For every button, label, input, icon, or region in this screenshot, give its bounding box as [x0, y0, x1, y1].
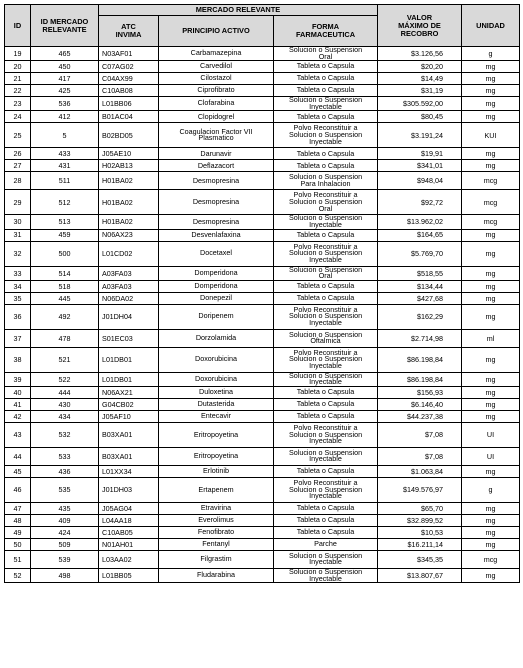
col-header-unidad: UNIDAD: [462, 5, 520, 47]
cell-id: 31: [5, 229, 31, 241]
table-row: [5, 229, 520, 241]
col-header-mercado-id: ID MERCADO RELEVANTE: [31, 5, 99, 47]
cell-mercado-id: 433: [31, 148, 99, 160]
cell-id: 48: [5, 514, 31, 526]
cell-mercado-id: 498: [31, 568, 99, 582]
cell-principio: Desmopresina: [159, 172, 274, 190]
cell-valor: $20,20: [378, 61, 462, 73]
cell-mercado-id: 518: [31, 280, 99, 292]
table-row: [5, 386, 520, 398]
cell-atc: H01BA02: [99, 190, 159, 215]
cell-valor: $518,55: [378, 266, 462, 280]
cell-principio: Filgrastim: [159, 550, 274, 568]
cell-id: 26: [5, 148, 31, 160]
table-row: [5, 172, 520, 190]
cell-forma: Polvo Reconstituir a Solucion o Suspension Oral: [274, 190, 378, 215]
cell-atc: L03AA02: [99, 550, 159, 568]
cell-principio: Doxorubicina: [159, 347, 274, 372]
cell-unidad: mcg: [462, 190, 520, 215]
cell-mercado-id: 535: [31, 477, 99, 502]
cell-id: 30: [5, 215, 31, 229]
cell-atc: C04AX99: [99, 73, 159, 85]
cell-principio: Desvenlafaxina: [159, 229, 274, 241]
cell-valor: $427,68: [378, 292, 462, 304]
cell-id: 38: [5, 347, 31, 372]
cell-principio: Dorzolamida: [159, 329, 274, 347]
cell-id: 22: [5, 85, 31, 97]
cell-principio: Desmopresina: [159, 215, 274, 229]
cell-principio: Eritropoyetina: [159, 422, 274, 447]
cell-atc: N06AX21: [99, 386, 159, 398]
cell-atc: N06AX23: [99, 229, 159, 241]
cell-unidad: mg: [462, 148, 520, 160]
cell-mercado-id: 511: [31, 172, 99, 190]
col-header-principio: PRINCIPIO ACTIVO: [159, 16, 274, 47]
cell-atc: B02BD05: [99, 123, 159, 148]
table-row: [5, 266, 520, 280]
table-row: [5, 123, 520, 148]
table-row: [5, 215, 520, 229]
cell-valor: $341,01: [378, 160, 462, 172]
cell-valor: $86.198,84: [378, 372, 462, 386]
cell-mercado-id: 424: [31, 526, 99, 538]
cell-atc: L01BB06: [99, 97, 159, 111]
cell-atc: H01BA02: [99, 172, 159, 190]
cell-forma: Tableta o Capsula: [274, 73, 378, 85]
cell-valor: $65,70: [378, 502, 462, 514]
table-row: [5, 447, 520, 465]
cell-atc: L01DB01: [99, 347, 159, 372]
table-row: [5, 347, 520, 372]
cell-unidad: mcg: [462, 550, 520, 568]
cell-id: 46: [5, 477, 31, 502]
cell-atc: S01EC03: [99, 329, 159, 347]
cell-valor: $80,45: [378, 111, 462, 123]
cell-forma: Tableta o Capsula: [274, 280, 378, 292]
cell-forma: Tableta o Capsula: [274, 465, 378, 477]
col-header-id: ID: [5, 5, 31, 47]
cell-principio: Duloxetina: [159, 386, 274, 398]
cell-valor: $7,08: [378, 422, 462, 447]
cell-atc: L01CD02: [99, 241, 159, 266]
cell-id: 21: [5, 73, 31, 85]
cell-atc: H02AB13: [99, 160, 159, 172]
cell-atc: L04AA18: [99, 514, 159, 526]
cell-mercado-id: 521: [31, 347, 99, 372]
cell-valor: $14,49: [378, 73, 462, 85]
cell-id: 32: [5, 241, 31, 266]
cell-principio: Domperidona: [159, 280, 274, 292]
cell-valor: $156,93: [378, 386, 462, 398]
cell-mercado-id: 417: [31, 73, 99, 85]
cell-id: 25: [5, 123, 31, 148]
cell-mercado-id: 465: [31, 47, 99, 61]
cell-unidad: mg: [462, 514, 520, 526]
cell-valor: $32.899,52: [378, 514, 462, 526]
cell-forma: Solucion o Suspension Inyectable: [274, 97, 378, 111]
table-row: [5, 190, 520, 215]
cell-valor: $6.146,40: [378, 398, 462, 410]
cell-valor: $149.576,97: [378, 477, 462, 502]
cell-atc: J01DH03: [99, 477, 159, 502]
cell-forma: Tableta o Capsula: [274, 398, 378, 410]
cell-atc: C10AB05: [99, 526, 159, 538]
cell-unidad: mg: [462, 502, 520, 514]
cell-valor: $7,08: [378, 447, 462, 465]
cell-mercado-id: 445: [31, 292, 99, 304]
cell-valor: $13.807,67: [378, 568, 462, 582]
table-row: [5, 241, 520, 266]
table-row: [5, 61, 520, 73]
cell-mercado-id: 492: [31, 304, 99, 329]
cell-mercado-id: 533: [31, 447, 99, 465]
table-row: [5, 514, 520, 526]
cell-principio: Deflazacort: [159, 160, 274, 172]
cell-unidad: mg: [462, 97, 520, 111]
cell-valor: $3.126,56: [378, 47, 462, 61]
cell-principio: Doripenem: [159, 304, 274, 329]
cell-atc: L01XX34: [99, 465, 159, 477]
cell-principio: Domperidona: [159, 266, 274, 280]
cell-mercado-id: 436: [31, 465, 99, 477]
cell-id: 23: [5, 97, 31, 111]
cell-principio: Carbamazepina: [159, 47, 274, 61]
cell-principio: Clopidogrel: [159, 111, 274, 123]
cell-valor: $134,44: [378, 280, 462, 292]
cell-principio: Ciprofibrato: [159, 85, 274, 97]
cell-id: 24: [5, 111, 31, 123]
cell-valor: $948,04: [378, 172, 462, 190]
cell-forma: Polvo Reconstituir a Solucion o Suspension Inyectable: [274, 477, 378, 502]
cell-id: 36: [5, 304, 31, 329]
cell-atc: J05AF10: [99, 410, 159, 422]
cell-valor: $19,91: [378, 148, 462, 160]
cell-unidad: mcg: [462, 215, 520, 229]
cell-forma: Tableta o Capsula: [274, 111, 378, 123]
cell-unidad: mg: [462, 85, 520, 97]
cell-atc: B01AC04: [99, 111, 159, 123]
cell-forma: Tableta o Capsula: [274, 514, 378, 526]
cell-forma: Solucion o Suspension Inyectable: [274, 568, 378, 582]
cell-forma: Polvo Reconstituir a Solucion o Suspension Inyectable: [274, 304, 378, 329]
cell-valor: $164,65: [378, 229, 462, 241]
cell-principio: Docetaxel: [159, 241, 274, 266]
cell-principio: Dutasterida: [159, 398, 274, 410]
cell-id: 34: [5, 280, 31, 292]
cell-mercado-id: 500: [31, 241, 99, 266]
cell-mercado-id: 430: [31, 398, 99, 410]
table-row: [5, 465, 520, 477]
cell-valor: $86.198,84: [378, 347, 462, 372]
cell-principio: Coagulacion Factor VII Plasmatico: [159, 123, 274, 148]
cell-id: 50: [5, 538, 31, 550]
cell-atc: A03FA03: [99, 266, 159, 280]
cell-atc: H01BA02: [99, 215, 159, 229]
cell-principio: Doxorubicina: [159, 372, 274, 386]
cell-unidad: mg: [462, 304, 520, 329]
cell-atc: B03XA01: [99, 422, 159, 447]
cell-valor: $16.211,14: [378, 538, 462, 550]
cell-unidad: mg: [462, 73, 520, 85]
cell-unidad: mg: [462, 280, 520, 292]
cell-valor: $3.191,24: [378, 123, 462, 148]
table-row: [5, 73, 520, 85]
table-row: [5, 526, 520, 538]
cell-id: 43: [5, 422, 31, 447]
cell-mercado-id: 532: [31, 422, 99, 447]
cell-forma: Solucion o Suspension Inyectable: [274, 447, 378, 465]
table-row: [5, 97, 520, 111]
cell-forma: Polvo Reconstituir a Solucion o Suspension Inyectable: [274, 422, 378, 447]
table-row: [5, 160, 520, 172]
cell-id: 49: [5, 526, 31, 538]
table-row: [5, 111, 520, 123]
cell-forma: Polvo Reconstituir a Solucion o Suspension Inyectable: [274, 241, 378, 266]
cell-id: 39: [5, 372, 31, 386]
table-row: [5, 502, 520, 514]
cell-mercado-id: 444: [31, 386, 99, 398]
cell-valor: $10,53: [378, 526, 462, 538]
cell-forma: Tableta o Capsula: [274, 410, 378, 422]
cell-mercado-id: 513: [31, 215, 99, 229]
cell-unidad: mg: [462, 465, 520, 477]
cell-valor: $5.769,70: [378, 241, 462, 266]
cell-mercado-id: 512: [31, 190, 99, 215]
cell-id: 29: [5, 190, 31, 215]
cell-principio: Eritropoyetina: [159, 447, 274, 465]
table-header: [5, 5, 520, 47]
cell-unidad: mcg: [462, 172, 520, 190]
cell-mercado-id: 459: [31, 229, 99, 241]
cell-atc: A03FA03: [99, 280, 159, 292]
cell-valor: $305.592,00: [378, 97, 462, 111]
cell-mercado-id: 514: [31, 266, 99, 280]
col-header-forma: FORMA FARMACEUTICA: [274, 16, 378, 47]
cell-principio: Clofarabina: [159, 97, 274, 111]
cell-atc: G04CB02: [99, 398, 159, 410]
cell-mercado-id: 522: [31, 372, 99, 386]
table-row: [5, 568, 520, 582]
cell-forma: Polvo Reconstituir a Solucion o Suspension Inyectable: [274, 347, 378, 372]
cell-unidad: mg: [462, 386, 520, 398]
cell-forma: Tableta o Capsula: [274, 386, 378, 398]
cell-principio: Donepezil: [159, 292, 274, 304]
table-row: [5, 280, 520, 292]
table-row: [5, 329, 520, 347]
cell-unidad: mg: [462, 266, 520, 280]
cell-id: 20: [5, 61, 31, 73]
table-body: [5, 47, 520, 583]
cell-atc: C07AG02: [99, 61, 159, 73]
cell-principio: Fludarabina: [159, 568, 274, 582]
cell-principio: Desmopresina: [159, 190, 274, 215]
cell-forma: Parche: [274, 538, 378, 550]
table-row: [5, 477, 520, 502]
cell-forma: Tableta o Capsula: [274, 160, 378, 172]
cell-unidad: mg: [462, 347, 520, 372]
cell-forma: Tableta o Capsula: [274, 148, 378, 160]
cell-unidad: mg: [462, 111, 520, 123]
col-header-atc: ATC INVIMA: [99, 16, 159, 47]
table-row: [5, 550, 520, 568]
cell-valor: $162,29: [378, 304, 462, 329]
table-row: [5, 85, 520, 97]
cell-forma: Polvo Reconstituir a Solucion o Suspension Inyectable: [274, 123, 378, 148]
cell-unidad: mg: [462, 160, 520, 172]
cell-unidad: UI: [462, 422, 520, 447]
cell-forma: Tableta o Capsula: [274, 292, 378, 304]
cell-forma: Solucion o Suspension Para Inhalacion: [274, 172, 378, 190]
cell-unidad: g: [462, 477, 520, 502]
cell-mercado-id: 409: [31, 514, 99, 526]
cell-atc: J05AE10: [99, 148, 159, 160]
cell-id: 47: [5, 502, 31, 514]
cell-forma: Solucion o Suspension Oral: [274, 47, 378, 61]
cell-id: 44: [5, 447, 31, 465]
cell-atc: N03AF01: [99, 47, 159, 61]
cell-unidad: mg: [462, 292, 520, 304]
table-row: [5, 47, 520, 61]
cell-forma: Solucion o Suspension Inyectable: [274, 372, 378, 386]
table-row: [5, 538, 520, 550]
cell-mercado-id: 536: [31, 97, 99, 111]
cell-unidad: mg: [462, 568, 520, 582]
cell-id: 37: [5, 329, 31, 347]
price-table: [4, 4, 520, 583]
cell-mercado-id: 431: [31, 160, 99, 172]
cell-unidad: g: [462, 47, 520, 61]
cell-mercado-id: 5: [31, 123, 99, 148]
cell-mercado-id: 539: [31, 550, 99, 568]
cell-id: 35: [5, 292, 31, 304]
cell-mercado-id: 425: [31, 85, 99, 97]
cell-atc: J01DH04: [99, 304, 159, 329]
cell-principio: Ertapenem: [159, 477, 274, 502]
table-row: [5, 292, 520, 304]
cell-forma: Solucion o Suspension Inyectable: [274, 550, 378, 568]
cell-principio: Carvedilol: [159, 61, 274, 73]
cell-id: 52: [5, 568, 31, 582]
cell-id: 41: [5, 398, 31, 410]
cell-valor: $2.714,98: [378, 329, 462, 347]
cell-id: 33: [5, 266, 31, 280]
cell-mercado-id: 412: [31, 111, 99, 123]
cell-valor: $1.063,84: [378, 465, 462, 477]
col-header-valor: VALOR MÁXIMO DE RECOBRO: [378, 5, 462, 47]
cell-principio: Entecavir: [159, 410, 274, 422]
cell-id: 42: [5, 410, 31, 422]
cell-forma: Tableta o Capsula: [274, 526, 378, 538]
table-row: [5, 422, 520, 447]
cell-unidad: mg: [462, 372, 520, 386]
cell-principio: Everolimus: [159, 514, 274, 526]
table-row: [5, 148, 520, 160]
cell-id: 28: [5, 172, 31, 190]
cell-valor: $13.962,02: [378, 215, 462, 229]
col-header-mercado-relevante: MERCADO RELEVANTE: [99, 5, 378, 16]
cell-unidad: ml: [462, 329, 520, 347]
cell-principio: Erlotinib: [159, 465, 274, 477]
cell-id: 51: [5, 550, 31, 568]
table-row: [5, 410, 520, 422]
cell-unidad: KUI: [462, 123, 520, 148]
cell-id: 19: [5, 47, 31, 61]
cell-forma: Tableta o Capsula: [274, 85, 378, 97]
cell-forma: Solucion o Suspension Inyectable: [274, 215, 378, 229]
cell-forma: Tableta o Capsula: [274, 502, 378, 514]
cell-mercado-id: 450: [31, 61, 99, 73]
cell-unidad: mg: [462, 61, 520, 73]
cell-atc: L01DB01: [99, 372, 159, 386]
cell-atc: C10AB08: [99, 85, 159, 97]
table-row: [5, 372, 520, 386]
cell-principio: Cilostazol: [159, 73, 274, 85]
cell-id: 40: [5, 386, 31, 398]
price-table-container: [4, 4, 519, 583]
cell-principio: Fentanyl: [159, 538, 274, 550]
cell-mercado-id: 435: [31, 502, 99, 514]
cell-atc: L01BB05: [99, 568, 159, 582]
cell-valor: $92,72: [378, 190, 462, 215]
cell-unidad: mg: [462, 538, 520, 550]
cell-atc: N06DA02: [99, 292, 159, 304]
cell-valor: $345,35: [378, 550, 462, 568]
cell-principio: Etravirina: [159, 502, 274, 514]
cell-unidad: mg: [462, 526, 520, 538]
cell-unidad: mg: [462, 229, 520, 241]
cell-forma: Tableta o Capsula: [274, 61, 378, 73]
cell-id: 45: [5, 465, 31, 477]
cell-atc: N01AH01: [99, 538, 159, 550]
cell-valor: $31,19: [378, 85, 462, 97]
cell-unidad: mg: [462, 398, 520, 410]
cell-principio: Darunavir: [159, 148, 274, 160]
cell-forma: Solucion o Suspension Oral: [274, 266, 378, 280]
table-row: [5, 398, 520, 410]
cell-forma: Tableta o Capsula: [274, 229, 378, 241]
cell-unidad: mg: [462, 241, 520, 266]
cell-mercado-id: 434: [31, 410, 99, 422]
cell-id: 27: [5, 160, 31, 172]
cell-principio: Fenofibrato: [159, 526, 274, 538]
cell-unidad: UI: [462, 447, 520, 465]
cell-mercado-id: 478: [31, 329, 99, 347]
cell-forma: Solucion o Suspension Oftalmica: [274, 329, 378, 347]
cell-mercado-id: 509: [31, 538, 99, 550]
cell-valor: $44.237,38: [378, 410, 462, 422]
cell-atc: J05AG04: [99, 502, 159, 514]
cell-unidad: mg: [462, 410, 520, 422]
table-row: [5, 304, 520, 329]
cell-atc: B03XA01: [99, 447, 159, 465]
